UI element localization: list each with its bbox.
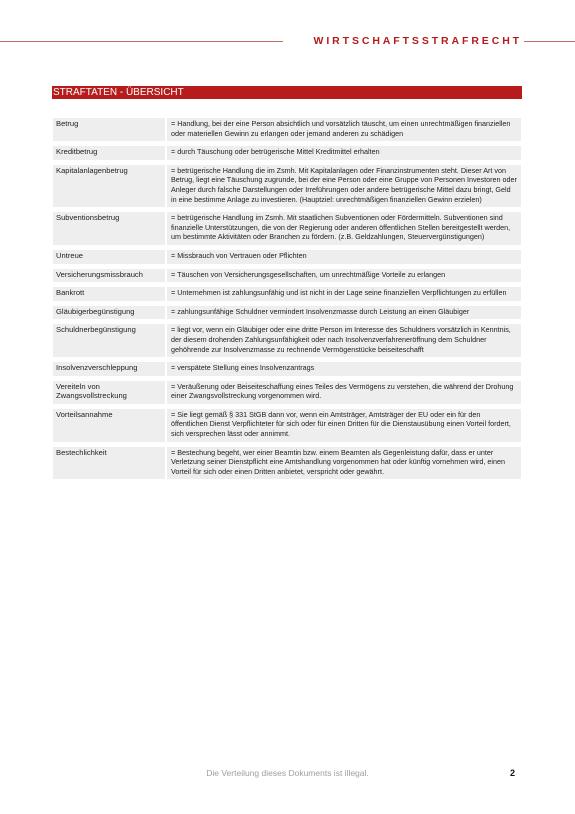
term-cell: Gläubigerbegünstigung (53, 306, 165, 320)
definition-cell: = Bestechung begeht, wer einer Beamtin bzw. einem Beamten als Gegenleistung dafür, dass er unter Verletzung seiner Dienstpflicht eine Amtshandlung vorgenommen hat oder künftig vornehmen wird, einen Vorteil für sich oder einen Dritten anbietet, verspricht oder gewährt. (165, 447, 521, 480)
offense-table (53, 113, 521, 484)
table-row (53, 381, 521, 404)
definition-cell: = Sie liegt gemäß § 331 StGB dann vor, wenn ein Amtsträger, Amtsträger der EU oder ein für den öffentlichen Dienst Verpflichteter für sich oder für einen Dritten für die Dienstausübung einen Vorteil fordert, sich versprechen lässt oder annimmt. (165, 409, 521, 442)
definition-cell: = Veräußerung oder Beiseiteschaffung eines Teiles des Vermögens zu verstehen, die während der Drohung einer Zwangsvollstreckung vorgenommen wird. (165, 381, 521, 404)
table-row (53, 118, 521, 141)
header-rule-left (0, 41, 283, 42)
definition-cell: = Unternehmen ist zahlungsunfähig und ist nicht in der Lage seine finanziellen Verpflichtungen zu erfüllen (165, 287, 521, 301)
term-cell: Betrug (53, 118, 165, 141)
table-row (53, 269, 521, 283)
term-cell: Schuldnerbegünstigung (53, 324, 165, 357)
table-row (53, 146, 521, 160)
definition-cell: = Handlung, bei der eine Person absichtlich und vorsätzlich täuscht, um einen unrechtmäßigen finanziellen oder materiellen Gewinn zu erlangen oder jemand anderen zu schädigen (165, 118, 521, 141)
definition-cell: = verspätete Stellung eines Insolvenzantrags (165, 362, 521, 376)
table-row (53, 287, 521, 301)
definition-cell: = betrügerische Handlung im Zsmh. Mit staatlichen Subventionen oder Fördermitteln. Subventionen sind finanzielle Unterstützungen, die von der Regierung oder anderen öffentlichen Stellen bereitgestellt werden, um bestimmte Aktivitäten oder Branchen zu fördern. (z.B. Geldzahlungen, Steuervergünstigungen) (165, 212, 521, 245)
definition-cell: = liegt vor, wenn ein Gläubiger oder eine dritte Person im Interesse des Schuldners vorsätzlich in Kenntnis, der diesem drohenden Zahlungsunfähigkeit oder nach Insolvenzverfahreneröffnung dem Schuldner gehöhrende zur Insolvenzmasse zu rechnende Vermögenstücke beiseiteschafft (165, 324, 521, 357)
definition-cell: = betrügerische Handlung die im Zsmh. Mit Kapitalanlagen oder Finanzinstrumenten steht. Dieser Art von Betrug, liegt eine Täuschung zugrunde, bei der eine Person oder eine Gruppe von Personen Investoren oder Anleger durch falsche Darstellungen oder Irreführungen oder andere betrügerische Mittel dazu bringt, Geld in eine bestimme Anlage zu investieren. (Hauptziel: unrechtmäßigen finanziellen Gewinn erzielen) (165, 165, 521, 207)
table-row (53, 306, 521, 320)
table-row (53, 324, 521, 357)
table-row (53, 165, 521, 207)
definition-cell: = Täuschen von Versicherungsgesellschaften, um unrechtmäßige Vorteile zu erlangen (165, 269, 521, 283)
table-row (53, 362, 521, 376)
distribution-notice: Die Verteilung dieses Dokuments ist illegal. (206, 768, 369, 778)
definition-cell: = Missbrauch von Vertrauen oder Pflichten (165, 250, 521, 264)
table-row (53, 409, 521, 442)
term-cell: Subventionsbetrug (53, 212, 165, 245)
term-cell: Bankrott (53, 287, 165, 301)
term-cell: Kapitalanlagenbetrug (53, 165, 165, 207)
page-number: 2 (510, 768, 516, 778)
term-cell: Bestechlichkeit (53, 447, 165, 480)
definition-cell: = zahlungsunfähige Schuldner vermindert Insolvenzmasse durch Leistung an einen Gläubiger (165, 306, 521, 320)
table-row (53, 212, 521, 245)
term-cell: Untreue (53, 250, 165, 264)
table-row (53, 250, 521, 264)
term-cell: Versicherungsmissbrauch (53, 269, 165, 283)
document-title: WIRTSCHAFTSSTRAFRECHT (313, 35, 522, 47)
term-cell: Vereiteln von Zwangsvollstreckung (53, 381, 165, 404)
table-row (53, 447, 521, 480)
term-cell: Insolvenzverschleppung (53, 362, 165, 376)
header-rule-right (524, 41, 575, 42)
definition-cell: = durch Täuschung oder betrügerische Mittel Kreditmittel erhalten (165, 146, 521, 160)
section-heading: STRAFTATEN - ÜBERSICHT (52, 86, 522, 99)
term-cell: Vorteilsannahme (53, 409, 165, 442)
term-cell: Kreditbetrug (53, 146, 165, 160)
